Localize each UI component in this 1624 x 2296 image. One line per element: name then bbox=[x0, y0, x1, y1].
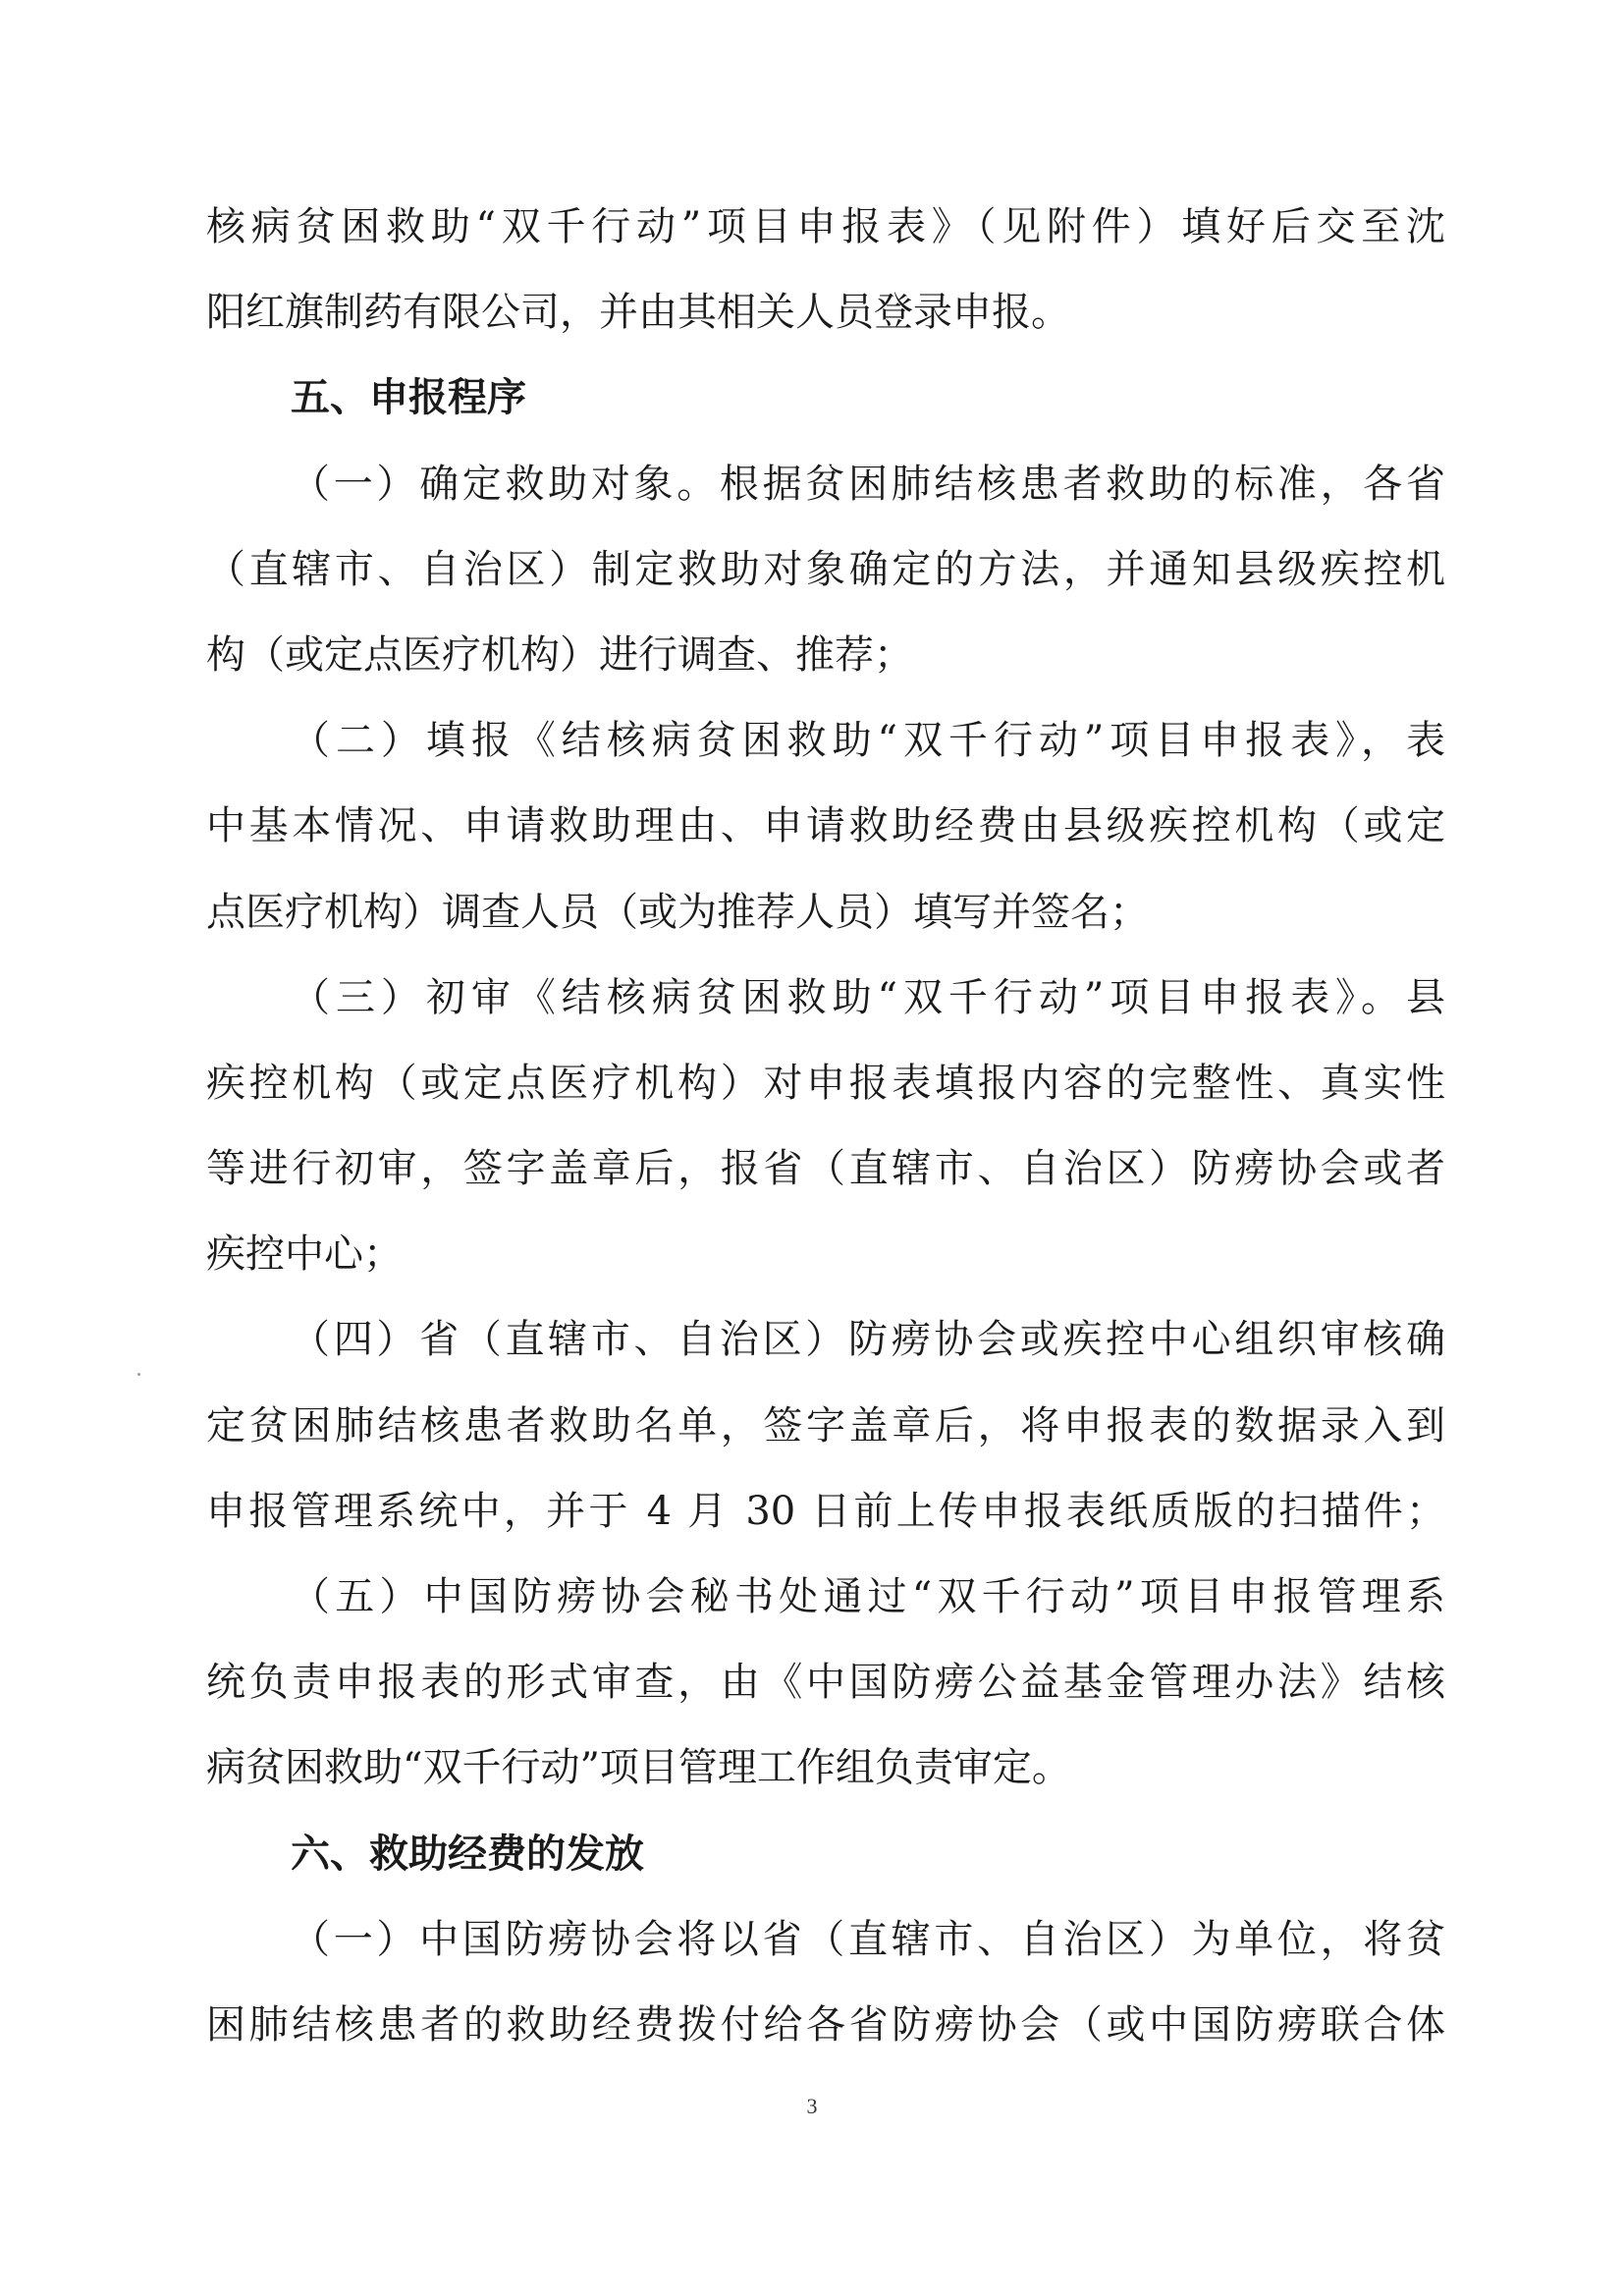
body-line: 中基本情况、申请救助理由、申请救助经费由县级疾控机构（或定 bbox=[206, 803, 1445, 849]
body-line: （一）确定救助对象。根据贫困肺结核患者救助的标准，各省 bbox=[291, 461, 1445, 507]
scan-speck bbox=[137, 1373, 140, 1376]
body-line: 构（或定点医疗机构）进行调查、推荐； bbox=[206, 631, 913, 678]
body-line: 疾控机构（或定点医疗机构）对申报表填报内容的完整性、真实性 bbox=[206, 1060, 1445, 1106]
body-line: 申报管理系统中，并于 4 月 30 日前上传申报表纸质版的扫描件； bbox=[206, 1488, 1445, 1534]
body-line: （二）填报《结核病贫困救助“双千行动”项目申报表》，表 bbox=[291, 718, 1445, 764]
section-heading-6: 六、救助经费的发放 bbox=[291, 1831, 644, 1877]
body-line: （直辖市、自治区）制定救助对象确定的方法，并通知县级疾控机 bbox=[206, 546, 1445, 592]
body-line: （四）省（直辖市、自治区）防痨协会或疾控中心组织审核确 bbox=[291, 1317, 1445, 1363]
body-line: 病贫困救助“双千行动”项目管理工作组负责审定。 bbox=[206, 1745, 1071, 1791]
document-body bbox=[206, 185, 1445, 2068]
body-line: 困肺结核患者的救助经费拨付给各省防痨协会（或中国防痨联合体 bbox=[206, 2001, 1445, 2048]
section-heading-5: 五、申报程序 bbox=[291, 375, 526, 421]
body-line: 统负责申报表的形式审查，由《中国防痨公益基金管理办法》结核 bbox=[206, 1660, 1445, 1706]
body-line: 定贫困肺结核患者救助名单，签字盖章后，将申报表的数据录入到 bbox=[206, 1402, 1445, 1449]
body-line: 核病贫困救助“双千行动”项目申报表》（见附件）填好后交至沈 bbox=[206, 204, 1445, 249]
body-line: 阳红旗制药有限公司，并由其相关人员登录申报。 bbox=[206, 290, 1070, 336]
body-line: （一）中国防痨协会将以省（直辖市、自治区）为单位，将贫 bbox=[291, 1916, 1445, 1962]
body-line: 疾控中心； bbox=[206, 1231, 403, 1278]
body-line: 等进行初审，签字盖章后，报省（直辖市、自治区）防痨协会或者 bbox=[206, 1146, 1445, 1192]
body-line: 点医疗机构）调查人员（或为推荐人员）填写并签名； bbox=[206, 889, 1149, 935]
page-number: 3 bbox=[806, 2094, 818, 2118]
body-line: （三）初审《结核病贫困救助“双千行动”项目申报表》。县 bbox=[291, 974, 1445, 1020]
body-line: （五）中国防痨协会秘书处通过“双千行动”项目申报管理系 bbox=[291, 1574, 1445, 1619]
